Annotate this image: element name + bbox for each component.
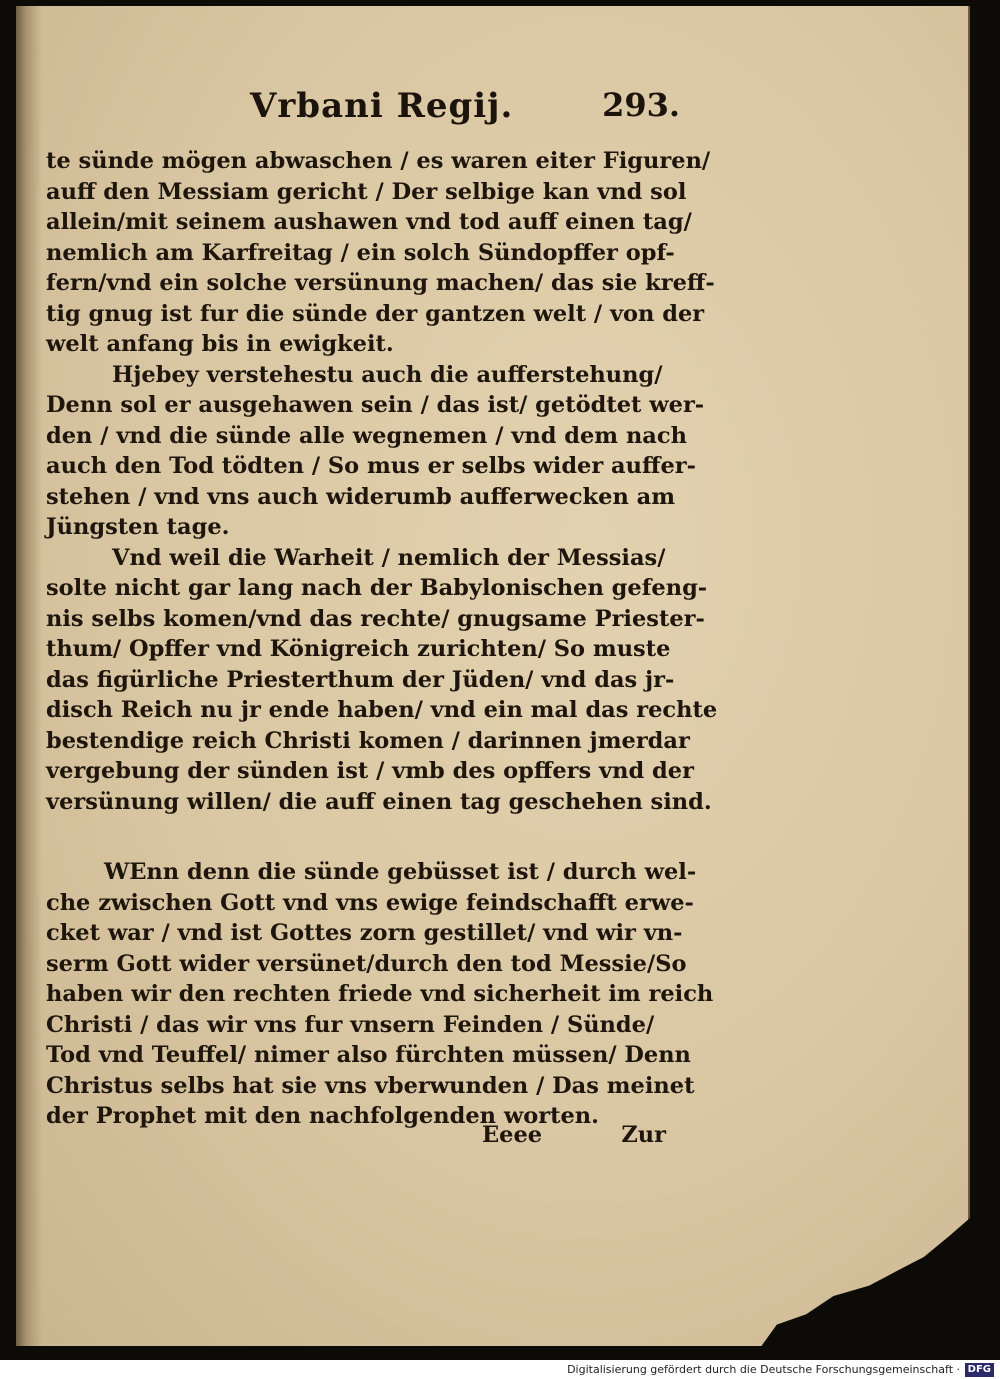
footer-bar: [0, 1362, 1000, 1379]
text-line: auch den Tod tödten / So mus er selbs wider auffer-: [46, 453, 696, 479]
dfg-logo: DFG: [965, 1363, 994, 1377]
text-line: nis selbs komen/vnd das rechte/ gnugsame Priester-: [46, 605, 705, 632]
signature-mark: Eeee: [482, 1122, 543, 1148]
text-line: das figürliche Priesterthum der Jüden/ vnd das jr-: [46, 666, 675, 693]
text-line: Tod vnd Teuffel/ nimer also fürchten müssen/ Denn: [46, 1042, 691, 1068]
text-line: allein/mit seinem aushawen vnd tod auff einen tag/: [46, 209, 692, 235]
text-line: serm Gott wider versünet/durch den tod Messie/So: [46, 950, 687, 977]
text-line: Jüngsten tage.: [46, 514, 230, 540]
text-line: WEnn denn die sünde gebüsset ist / durch wel-: [104, 859, 697, 885]
text-line: che zwischen Gott vnd vns ewige feindschafft erwe-: [46, 889, 694, 916]
text-line: nemlich am Karfreitag / ein solch Sündopffer opf-: [46, 239, 675, 266]
paragraph-4: [46, 857, 714, 1132]
catchword: Zur: [621, 1122, 666, 1148]
text-line: te sünde mögen abwaschen / es waren eiter Figuren/: [46, 148, 711, 174]
text-line: der Prophet mit den nachfolgenden worten.: [46, 1103, 599, 1129]
text-line: stehen / vnd vns auch widerumb aufferwecken am: [46, 483, 676, 510]
catchword-row: [46, 1122, 666, 1154]
text-line: tig gnug ist fur die sünde der gantzen welt / von der: [46, 300, 705, 327]
text-line: fern/vnd ein solche versünung machen/ das sie kreff-: [46, 270, 715, 296]
torn-corner: [760, 1218, 970, 1348]
text-line: welt anfang bis in ewigkeit.: [46, 331, 394, 357]
text-line: vergebung der sünden ist / vmb des opffers vnd der: [46, 758, 694, 784]
running-title: Vrbani Regij.: [250, 86, 514, 126]
paragraph-1: [46, 146, 715, 360]
text-line: Denn sol er ausgehawen sein / das ist/ getödtet wer-: [46, 392, 705, 418]
paragraph-2: [46, 360, 705, 543]
page-header: [240, 86, 680, 146]
body-text: [46, 146, 718, 1132]
text-line: Christi / das wir vns fur vnsern Feinden / Sünde/: [46, 1011, 655, 1038]
text-line: versünung willen/ die auff einen tag geschehen sind.: [46, 788, 712, 815]
text-line: thum/ Opffer vnd Königreich zurichten/ So muste: [46, 636, 671, 662]
page-gutter: [16, 6, 42, 1346]
text-line: Christus selbs hat sie vns vberwunden / Das meinet: [46, 1072, 695, 1099]
text-line: solte nicht gar lang nach der Babylonischen gefeng-: [46, 575, 708, 601]
text-line: auff den Messiam gericht / Der selbige kan vnd sol: [46, 178, 687, 205]
text-line: den / vnd die sünde alle wegnemen / vnd dem nach: [46, 422, 687, 449]
text-line: haben wir den rechten friede vnd sicherheit im reich: [46, 981, 714, 1007]
paragraph-3: [46, 543, 718, 818]
text-line: Hjebey verstehestu auch die aufferstehung/: [112, 361, 663, 388]
funding-credit: Digitalisierung gefördert durch die Deutsche Forschungsgemeinschaft ·: [567, 1363, 960, 1376]
text-line: cket war / vnd ist Gottes zorn gestillet/ vnd wir vn-: [46, 920, 683, 946]
text-line: Vnd weil die Warheit / nemlich der Messias/: [112, 544, 666, 571]
section-gap: [46, 817, 686, 857]
text-line: bestendige reich Christi komen / darinnen jmerdar: [46, 727, 690, 754]
page-number: 293.: [602, 86, 680, 124]
text-line: disch Reich nu jr ende haben/ vnd ein mal das rechte: [46, 697, 718, 723]
